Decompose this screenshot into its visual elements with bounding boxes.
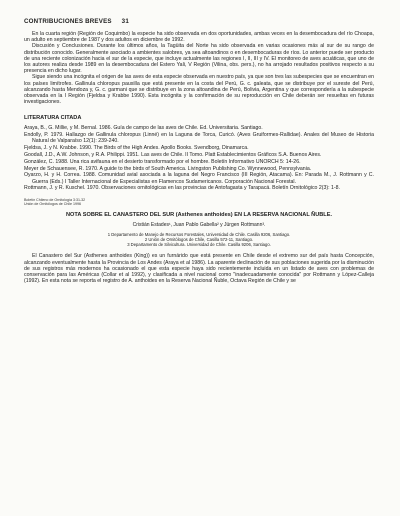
- affiliation: 1 Departamento de Manejo de Recursos Forestales, Universidad de Chile. Casilla 9206, Santiago.: [107, 232, 291, 238]
- paragraph: En la cuarta región (Región de Coquimbo) la especie ha sido observada en dos oportunidades, ambas veces en la desembocadura del río Choapa, un adulto en septiembre de 1987 y dos adultos en diciembre de 1992.: [24, 31, 374, 44]
- references-heading: LITERATURA CITADA: [24, 115, 82, 122]
- journal-note-line: Unión de Ornitólogos de Chile 1996: [24, 202, 81, 207]
- reference-item: Araya, B., G. Millie, y M. Bernal. 1986. Guía de campo de las aves de Chile. Ed. Universitaria. Santiago.: [24, 125, 263, 132]
- paragraph: Sigue siendo una incógnita el origen de las aves de esta especie observada en nuestro país, ya que son tres las subespecies que se encuentran en los países limítrofes. Gallinula chloropus pauxilla que está presente en la costa del Perú, G. c. galeata, que se distribuye por el sureste del Perú, alcanzando hasta Mendoza y, G. c. garmani que se distribuye en la zona altoandina de Perú, Bolivia, Argentina y que correspondería a la subespecie observada en la I Región (Fjeldsa y Krabbe 1990). Esta incógnita y la confirmación de su reproducción en Chile deberán ser resueltas en futuras investigaciones.: [24, 74, 374, 106]
- article-title: NOTA SOBRE EL CANASTERO DEL SUR (Asthenes anthoides) EN LA RESERVA NACIONAL ÑUBLE.: [65, 212, 333, 219]
- reference-item: Meyer de Schauensee, R. 1970. A guide to the birds of South America. Livingston Publishing Co. Wynnewood, Pennsylvania.: [24, 165, 312, 172]
- reference-item: González, C. 1988. Una rica avifauna en el desierto transformado por el hombre. Boletín Informativo UNORCH 5: 14-26.: [24, 158, 301, 165]
- reference-item: Fjeldsa, J. y N. Krabbe. 1990. The Birds of the High Andes. Apollo Books. Svendborg, Dinamarca.: [24, 145, 249, 152]
- reference-item: Rottmann, J. y R. Kuschel. 1970. Observaciones ornitológicas en las provincias de Antofagasta y Tarapacá. Boletín Ornitológico 2(3): 1-8.: [24, 185, 340, 192]
- page-header: [24, 18, 374, 25]
- journal-note-line: Boletín Chileno de Ornitología 3:31-32: [24, 197, 86, 202]
- authors: Cristián Estades¹, Juan Pablo Gabella² y Jürgen Rottmann³.: [132, 222, 266, 229]
- affiliation: 3 Departamento de Silvicultura. Universidad de Chile. Casilla 9206, Santiago.: [127, 242, 271, 248]
- reference-item: Endolly, P. 1979. Hallazgo de Gallinula chloropus (Linné) en la Laguna de Torca, Curicó. (Aves Gruiformes-Rallidae). Anales del Museo de Historia Natural de Valparaíso 12(1): 239-240.: [24, 132, 374, 145]
- page-number: 31: [121, 18, 129, 25]
- affiliations: [24, 232, 374, 247]
- references-list: [24, 125, 374, 191]
- paragraph: Discusión y Conclusiones. Durante los últimos años, la Tagüita del Norte ha sido observada en varias ocasiones más al sur de su rango de distribución conocido. Generalmente asociado a ambientes salobres, ya sea altoandinos o en desembocaduras de ríos. Lo anterior puede ser producto de una reciente colonización hacia el sur de la especie, que incluye actualmente las regiones I, II, III y IV. El monitoreo de aves acuáticas, que uno de los autores realiza desde 1989 en la desembocadura del Estero Yali, V Región (Vilina, obs. pers.), no ha arrojado resultados positivos respecto a su presencia en dicho lugar.: [24, 43, 374, 75]
- section-title: CONTRIBUCIONES BREVES: [24, 18, 112, 25]
- journal-note: [24, 198, 374, 207]
- paragraph: El Canastero del Sur (Asthenes anthoides (King)) es un furnárido que está presente en Chile desde el extremo sur del país hasta Concepción, alcanzando eventualmente hasta la Provincia de Los Andes (Araya et al 1986). La aparente declinación de sus poblaciones sugerida por la disminución de sus registros más modernos ha ocasionado el que esta especie haya sido recientemente incluida en un listado de aves con problemas de conservación para las Américas (Collar et al 1992), y clasificada a nivel nacional como "inadecuadamente conocida" por Rottmann y López-Calleja (1992). En esta nota se reporta el registro de A. anthoides en la Reserva Nacional Ñuble, Octava Región de Chile y se: [24, 253, 374, 285]
- reference-item: Oyarzo, H. y H. Correa. 1988. Comunidad avial asociada a la laguna del Negro Francisco (III Región, Atacama). En: Parada M., J. Rottmann y C. Guerra (Eds.) I Taller Internacional de Especialistas en Flamencos Sudamericanos. Corporación Nacional Forestal.: [24, 172, 374, 185]
- affiliation: 2 Unión de Ornitólogos de Chile, Casilla 572-11, Santiago.: [144, 237, 254, 243]
- reference-item: Goodall, J.D., A.W. Johnson, y R.A. Philippi. 1951. Las aves de Chile. II Tomo. Platt Establecimientos Gráficos S.A. Buenos Aires.: [24, 152, 322, 159]
